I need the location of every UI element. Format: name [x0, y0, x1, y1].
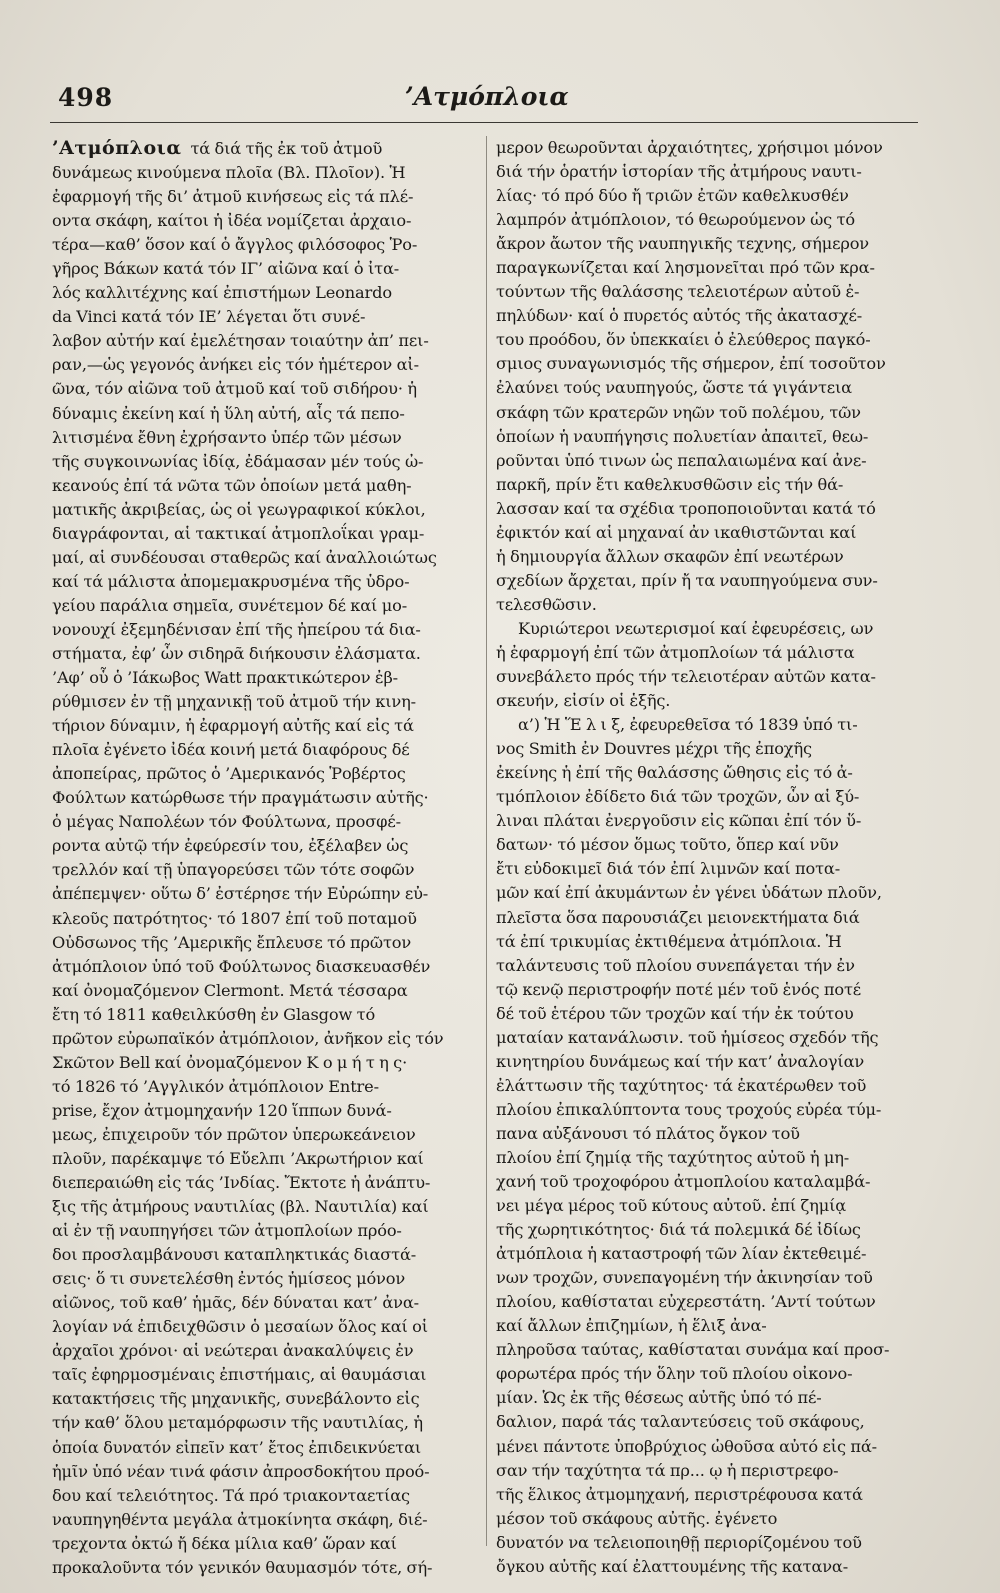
text-line: σαν τήν ταχύτητα τά πρ... ῳ ἡ περιστρεφο- — [496, 1460, 839, 1480]
text-line: prise, ἔχον ἀτμομηχανήν 120 ἵππων δυνά- — [52, 1100, 392, 1120]
text-line: νων τροχῶν, συνεπαγομένη τήν ἀκινησίαν τοῦ — [496, 1268, 873, 1288]
text-line: ροντα αὐτῷ τήν ἐφεύρεσίν του, ἐξέλαβεν ὡς — [52, 836, 409, 856]
entry-title: ’Ατμόπλοια — [52, 137, 182, 159]
text-line: ἡ ἐφαρμογή ἐπί τῶν ἀτμοπλοίων τά μάλιστα — [496, 642, 855, 662]
text-line: μῶν καί ἐπί ἀκυμάντων ἐν γένει ὑδάτων πλοῦν, — [496, 883, 882, 903]
text-line: ὁ μέγας Ναπολέων τόν Φούλτωνα, προσφέ- — [52, 812, 401, 832]
text-line: δατων· τό μέσον ὅμως τοῦτο, ὅπερ καί νῦν — [496, 835, 839, 855]
text-line: γῆρος Βάκων κατά τόν ΙΓ’ αἰῶνα καί ὁ ἰτα- — [52, 259, 400, 279]
text-line: Φούλτων κατώρθωσε τήν πραγμάτωσιν αὐτῆς· — [52, 788, 429, 808]
text-line: καί ὀνομαζόμενον Clermont. Μετά τέσσαρα — [52, 980, 408, 1000]
text-line: ναυπηγηθέντα μεγάλα ἀτμοκίνητα σκάφη, διέ- — [52, 1509, 428, 1529]
text-line: τῆς χωρητικότητος· διά τά πολεμικά δέ ἰδίως — [496, 1220, 861, 1240]
text-line: μένει πάντοτε ὑποβρύχιος ὠθοῦσα αὐτό εἰς πά- — [496, 1436, 877, 1456]
text-line: λογίαν νά ἐπιδειχθῶσιν ὁ μεσαίων ὅλος καί οἱ — [52, 1317, 428, 1337]
text-line: λιτισμένα ἔθνη ἐχρήσαντο ὑπέρ τῶν μέσων — [52, 427, 402, 447]
text-line: ἐκείνης ἡ ἐπί τῆς θαλάσσης ὤθησις εἰς τό ἀ- — [496, 763, 853, 783]
text-line: ρύθμισεν ἐν τῇ μηχανικῇ τοῦ ἀτμοῦ τήν κινη- — [52, 692, 416, 712]
text-line: σκευήν, εἰσίν οἱ ἑξῆς. — [496, 691, 671, 711]
text-line: χανή τοῦ τροχοφόρου ἀτμοπλοίου καταλαμβά- — [496, 1172, 871, 1192]
text-line: τούντων τῆς θαλάσσης τελειοτέρων αὐτοῦ ἐ- — [496, 282, 860, 302]
text-line: ἐφαρμογή τῆς δι’ ἀτμοῦ κινήσεως εἰς τά πλέ- — [52, 187, 414, 207]
text-line: τῷ κενῷ περιστροφήν ποτέ μέν τοῦ ἑνός ποτέ — [496, 979, 862, 999]
text-line: παραγκωνίζεται καί λησμονεῖται πρό τῶν κρα- — [496, 258, 875, 278]
text-line: λός καλλιτέχνης καί ἐπιστήμων Leonardo — [52, 283, 392, 303]
text-line: πλοίου, καθίσταται εὐχερεστάτη. ’Αντί τούτων — [496, 1292, 876, 1312]
text-line: μέσον τοῦ σκάφους αὐτῆς. ἐγένετο — [496, 1508, 778, 1528]
left-column-lines — [52, 161, 482, 1580]
text-line: καί τά μάλιστα ἀπομεμακρυσμένα τῆς ὑδρο- — [52, 571, 410, 591]
text-line: διά τήν ὁρατήν ἱστορίαν τῆς ἀτμήρους ναυτι- — [496, 162, 862, 182]
text-line: πλοῖα ἐγένετο ἰδέα κοινή μετά διαφόρους δέ — [52, 740, 410, 760]
text-line: μαί, αἱ συνδέουσαι σταθερῶς καί ἀναλλοιώτως — [52, 547, 437, 567]
text-line: τό 1826 τό ’Αγγλικόν ἀτμόπλοιον Entre- — [52, 1076, 379, 1096]
text-line: σεις· ὅ τι συνετελέσθη ἐντός ἡμίσεος μόνον — [52, 1269, 406, 1289]
text-line: τελεσθῶσιν. — [496, 594, 597, 614]
text-line: καί ἄλλων ἐπιζημίων, ἡ ἕλιξ ἀνα- — [496, 1316, 767, 1336]
text-line: ξις τῆς ἀτμήρους ναυτιλίας (βλ. Ναυτιλία) καί — [52, 1197, 429, 1217]
text-line: δυνατόν να τελειοποιηθῇ περιορίζομένου τοῦ — [496, 1532, 862, 1552]
text-line: συνεβάλετο πρός τήν τελειοτέραν αὐτῶν κατα- — [496, 667, 876, 687]
text-line: προκαλοῦντα τόν γενικόν θαυμασμόν τότε, σή- — [52, 1557, 433, 1577]
text-line: νει μέγα μέρος τοῦ κύτους αὐτοῦ. ἐπί ζημίᾳ — [496, 1196, 847, 1216]
left-column — [52, 136, 482, 1580]
text-line: τῆς συγκοινωνίας ἰδίᾳ, ἐδάμασαν μέν τούς ὠ- — [52, 451, 424, 471]
right-paragraph-3 — [496, 713, 926, 1579]
text-line: δοι προσλαμβάνουσι καταπληκτικάς διαστά- — [52, 1245, 417, 1265]
text-line: ἔτι εὐδοκιμεῖ διά τόν ἐπί λιμνῶν καί ποτα- — [496, 859, 841, 879]
text-line: ῶνα, τόν αἰῶνα τοῦ ἀτμοῦ καί τοῦ σιδήρου· ἡ — [52, 379, 417, 399]
text-line: δυνάμεως κινούμενα πλοῖα (Βλ. Πλοῖον). Ἡ — [52, 163, 406, 183]
text-line: ἐφικτόν καί αἱ μηχαναί ἀν ικαθιστῶνται καί — [496, 522, 857, 542]
text-line: διαγράφονται, αἱ τακτικαί ἀτμοπλοΐκαι γραμ- — [52, 523, 425, 543]
text-line: αἱ ἐν τῇ ναυπηγήσει τῶν ἀτμοπλοίων πρόο- — [52, 1221, 402, 1241]
text-line: τήν καθ’ ὅλου μεταμόρφωσιν τῆς ναυτιλίας, ἡ — [52, 1413, 423, 1433]
text-line: του προόδου, ὅν ὑπεκκαίει ὁ ἐλεύθερος παγκό- — [496, 330, 871, 350]
text-line: νος Smith ἐν Douvres μέχρι τῆς ἐποχῆς — [496, 739, 812, 759]
entry-lead: τά διά τῆς ἐκ τοῦ ἀτμοῦ — [190, 139, 383, 158]
text-line: πρῶτον εὐρωπαϊκόν ἀτμόπλοιον, ἀνῆκον εἰς τόν — [52, 1028, 444, 1048]
entry-paragraph — [52, 136, 482, 1580]
text-line: γείου παράλια σημεῖα, συνέτεμον δέ καί μο- — [52, 595, 408, 615]
text-line: δαλιον, παρά τάς ταλαντεύσεις τοῦ σκάφους, — [496, 1412, 865, 1432]
text-line: τρεχοντα ὀκτώ ἤ δέκα μίλια καθ’ ὥραν καί — [52, 1533, 397, 1553]
page-number: 498 — [58, 83, 114, 112]
right-paragraph-2 — [496, 617, 926, 713]
text-line: φορωτέρα πρός τήν ὅλην τοῦ πλοίου οἰκονο- — [496, 1364, 853, 1384]
text-line: οντα σκάφη, καίτοι ἡ ἰδέα νομίζεται ἀρχαιο- — [52, 211, 412, 231]
running-head: ’Ατμόπλοια — [405, 82, 569, 111]
text-line: ταλάντευσις τοῦ πλοίου συνεπάγεται τήν ἐν — [496, 955, 855, 975]
text-line: Σκῶτον Bell καί ὀνομαζόμενον Κ ο μ ή τ η ς· — [52, 1052, 408, 1072]
text-line: ’Αφ’ οὗ ὁ ’Ιάκωβος Watt πρακτικώτερον ἐβ- — [52, 668, 399, 688]
text-line: τῆς ἕλικος ἀτμομηχανή, περιστρέφουσα κατά — [496, 1484, 863, 1504]
text-line: διεπεραιώθη εἰς τάς ’Ινδίας. Ἔκτοτε ἡ ἀνάπτυ- — [52, 1173, 431, 1193]
text-line: πηλύδων· καί ὁ πυρετός αὐτός τῆς ἀκατασχέ- — [496, 306, 863, 326]
text-line: ροῦνται ὑπό τινων ὡς πεπαλαιωμένα καί ἀνε- — [496, 450, 867, 470]
text-line: ἀτμόπλοια ἡ καταστροφή τῶν λίαν ἐκτεθειμέ- — [496, 1244, 867, 1264]
text-line: ματικῆς ἀκριβείας, ὡς οἱ γεωγραφικοί κύκλοι, — [52, 499, 426, 519]
text-line: κινητηρίου δυνάμεως καί τήν κατ’ ἀναλογίαν — [496, 1051, 865, 1071]
entry-first-line — [52, 136, 482, 161]
text-line: κεανούς ἐπί τά νῶτα τῶν ὁποίων μετά μαθη- — [52, 475, 412, 495]
header-rule — [50, 122, 918, 123]
text-line: α’) Ἡ Ἕ λ ι ξ, ἐφευρεθεῖσα τό 1839 ὑπό τι- — [518, 715, 858, 735]
text-line: πλοίου ἐπί ζημίᾳ τῆς ταχύτητος αὐτοῦ ἡ μη- — [496, 1147, 850, 1167]
column-divider — [486, 136, 487, 1546]
text-line: πλοῦν, παρέκαμψε τό Εὔελπι ’Ακρωτήριον καί — [52, 1148, 424, 1168]
text-line: ματαίαν κατανάλωσιν. τοῦ ἡμίσεος σχεδόν τῆς — [496, 1027, 879, 1047]
text-line: πληροῦσα ταύτας, καθίσταται συνάμα καί προσ- — [496, 1340, 890, 1360]
text-line: πανα αὐξάνουσι τό πλάτος ὄγκον τοῦ — [496, 1123, 800, 1143]
text-line: λασσαν καί τα σχέδια τροποποιοῦνται κατά τό — [496, 498, 876, 518]
text-line: μίαν. Ὡς ἐκ τῆς θέσεως αὐτῆς ὑπό τό πέ- — [496, 1388, 822, 1408]
text-line: ἀτμόπλοιον ὑπό τοῦ Φούλτωνος διασκευασθέν — [52, 956, 431, 976]
text-line: μερον θεωροῦνται ἀρχαιότητες, χρήσιμοι μόνον — [496, 138, 883, 157]
text-line: δέ τοῦ ἑτέρου τῶν τροχῶν καί τήν ἐκ τούτου — [496, 1003, 854, 1023]
text-line: πλεῖστα ὅσα παρουσιάζει μειονεκτήματα διά — [496, 907, 860, 927]
text-line: ἄκρον ἄωτον τῆς ναυπηγικῆς τεχνης, σήμερον — [496, 234, 869, 254]
text-line: κλεοῦς πατρότητος· τό 1807 ἐπί τοῦ ποταμοῦ — [52, 908, 417, 928]
text-line: ἡ δημιουργία ἄλλων σκαφῶν ἐπί νεωτέρων — [496, 546, 844, 566]
text-line: στήματα, ἐφ’ ὧν σιδηρᾶ διήκουσιν ἐλάσματα. — [52, 643, 421, 663]
text-line: Κυριώτεροι νεωτερισμοί καί ἐφευρέσεις, ων — [518, 618, 874, 638]
text-line: ἐλαύνει τούς ναυπηγούς, ὥστε τά γιγάντεια — [496, 378, 852, 398]
text-line: da Vinci κατά τόν ΙΕ’ λέγεται ὅτι συνέ- — [52, 307, 366, 327]
text-line: δύναμις ἐκείνη καί ἡ ὕλη αὐτή, αἷς τά πεπο- — [52, 403, 405, 423]
text-line: τέρα—καθ’ ὅσον καί ὁ ἄγγλος φιλόσοφος Ῥο- — [52, 235, 418, 255]
text-line: αἰῶνος, τοῦ καθ’ ἡμᾶς, δέν δύναται κατ’ ἀνα- — [52, 1293, 419, 1313]
text-line: ραν,—ὡς γεγονός ἀνήκει εἰς τόν ἡμέτερον αἰ- — [52, 355, 419, 375]
right-column — [496, 136, 926, 1579]
text-line: λαβον αὐτήν καί ἐμελέτησαν τοιαύτην ἀπ’ πει- — [52, 331, 429, 351]
text-line: ὄγκου αὐτῆς καί ἐλαττουμένης τῆς κατανα- — [496, 1556, 849, 1576]
text-line: ὁποία δυνατόν εἰπεῖν κατ’ ἔτος ἐπιδεικνύεται — [52, 1437, 422, 1457]
text-line: τρελλόν καί τῇ ὑπαγορεύσει τῶν τότε σοφῶν — [52, 860, 415, 880]
right-paragraph-1 — [496, 136, 926, 617]
text-line: ἀπέπεμψεν· οὕτω δ’ ἐστέρησε τήν Εὐρώπην εὐ- — [52, 884, 429, 904]
text-line: λαμπρόν ἀτμόπλοιον, τό θεωρούμενον ὡς τό — [496, 210, 855, 230]
text-line: ἐλάττωσιν τῆς ταχύτητος· τά ἑκατέρωθεν τοῦ — [496, 1075, 867, 1095]
text-line: σκάφη τῶν κρατερῶν νηῶν τοῦ πολέμου, τῶν — [496, 402, 861, 422]
text-line: ἀρχαῖοι χρόνοι· αἱ νεώτεραι ἀνακαλύψεις ἐν — [52, 1341, 414, 1361]
text-line: τά ἐπί τρικυμίας ἐκτιθέμενα ἀτμόπλοια. Ἡ — [496, 931, 842, 951]
text-line: ὁποίων ἡ ναυπήγησις πολυετίαν ἀπαιτεῖ, θεω- — [496, 426, 869, 446]
text-line: σμιος συναγωνισμός τῆς σήμερον, ἐπί τοσοῦτον — [496, 354, 886, 374]
text-line: ἡμῖν ὑπό νέαν τινά φάσιν ἀπροσδοκήτου προό- — [52, 1461, 430, 1481]
text-line: νονουχί ἐξεμηδένισαν ἐπί τῆς ἠπείρου τά δια- — [52, 619, 421, 639]
text-line: παρκῆ, πρίν ἔτι καθελκυσθῶσιν εἰς τήν θά- — [496, 474, 844, 494]
text-line: Οὐδσωνος τῆς ’Αμερικῆς ἔπλευσε τό πρῶτον — [52, 932, 412, 952]
text-line: δου καί τελειότητος. Τά πρό τριακονταετίας — [52, 1485, 410, 1505]
text-line: λιναι πλάται ἐνεργοῦσιν εἰς κῶπαι ἐπί τόν ὕ- — [496, 811, 862, 831]
text-line: τήριον δύναμιν, ἡ ἐφαρμογή αὐτῆς καί εἰς τά — [52, 716, 414, 736]
text-line: ταῖς ἐφηρμοσμέναις ἐπιστήμαις, αἱ θαυμάσιαι — [52, 1365, 427, 1385]
text-line: λίας· τό πρό δύο ἤ τριῶν ἐτῶν καθελκυσθέν — [496, 186, 849, 206]
text-line: τμόπλοιον ἐδίδετο διά τῶν τροχῶν, ὧν αἱ ξύ- — [496, 787, 860, 807]
text-line: μεως, ἐπιχειροῦν τόν πρῶτον ὑπερωκεάνειον — [52, 1124, 416, 1144]
text-line: ἀποπείρας, πρῶτος ὁ ’Αμερικανός Ῥοβέρτος — [52, 764, 406, 784]
text-line: κατακτήσεις τῆς μηχανικῆς, συνεβάλοντο εἰς — [52, 1389, 420, 1409]
text-line: πλοίου ἐπικαλύπτοντα τους τροχούς εὐρέα τύμ- — [496, 1099, 882, 1119]
text-line: ἔτη τό 1811 καθειλκύσθη ἐν Glasgow τό — [52, 1004, 376, 1024]
text-line: σχεδίων ἄρχεται, πρίν ἤ τα ναυπηγούμενα συν- — [496, 570, 878, 590]
